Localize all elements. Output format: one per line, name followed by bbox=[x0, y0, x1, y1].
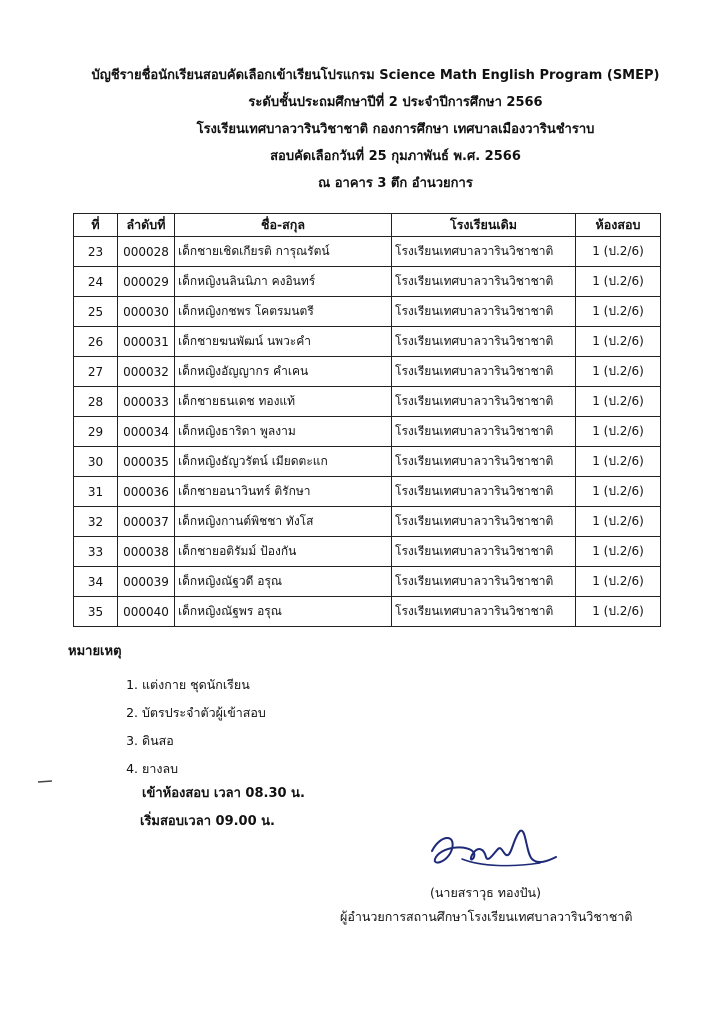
exam-times bbox=[140, 780, 305, 836]
cell-no: 31 bbox=[74, 477, 118, 507]
cell-room: 1 (ป.2/6) bbox=[576, 537, 661, 567]
table-row bbox=[74, 537, 661, 567]
cell-school: โรงเรียนเทศบาลวารินวิชาชาติ bbox=[392, 297, 576, 327]
signature-image bbox=[422, 823, 562, 881]
table-row bbox=[74, 357, 661, 387]
cell-no: 29 bbox=[74, 417, 118, 447]
cell-id: 000038 bbox=[118, 537, 175, 567]
list-item: 4. ยางลบ bbox=[142, 755, 266, 783]
student-roster-table bbox=[73, 213, 661, 627]
cell-no: 28 bbox=[74, 387, 118, 417]
cell-school: โรงเรียนเทศบาลวารินวิชาชาติ bbox=[392, 327, 576, 357]
cell-school: โรงเรียนเทศบาลวารินวิชาชาติ bbox=[392, 567, 576, 597]
cell-name: เด็กหญิงอัญญากร คำเคน bbox=[175, 357, 392, 387]
cell-name: เด็กหญิงธาริดา พูลงาม bbox=[175, 417, 392, 447]
col-header-room: ห้องสอบ bbox=[576, 214, 661, 237]
cell-no: 30 bbox=[74, 447, 118, 477]
cell-school: โรงเรียนเทศบาลวารินวิชาชาติ bbox=[392, 417, 576, 447]
cell-no: 27 bbox=[74, 357, 118, 387]
table-row bbox=[74, 447, 661, 477]
exam-start-time: เริ่มสอบเวลา 09.00 น. bbox=[140, 814, 275, 829]
cell-room: 1 (ป.2/6) bbox=[576, 267, 661, 297]
stray-mark bbox=[38, 768, 52, 771]
table-row bbox=[74, 597, 661, 627]
cell-id: 000040 bbox=[118, 597, 175, 627]
table-row bbox=[74, 327, 661, 357]
cell-id: 000032 bbox=[118, 357, 175, 387]
col-header-school: โรงเรียนเดิม bbox=[392, 214, 576, 237]
header-title: บัญชีรายชื่อนักเรียนสอบคัดเลือกเข้าเรียนโปรแกรม Science Math English Program (SMEP) bbox=[91, 68, 660, 83]
cell-room: 1 (ป.2/6) bbox=[576, 567, 661, 597]
col-header-name: ชื่อ-สกุล bbox=[175, 214, 392, 237]
cell-id: 000037 bbox=[118, 507, 175, 537]
cell-school: โรงเรียนเทศบาลวารินวิชาชาติ bbox=[392, 447, 576, 477]
cell-school: โรงเรียนเทศบาลวารินวิชาชาติ bbox=[392, 237, 576, 267]
cell-no: 25 bbox=[74, 297, 118, 327]
table-row bbox=[74, 507, 661, 537]
cell-id: 000036 bbox=[118, 477, 175, 507]
cell-name: เด็กหญิงณัฐวดี อรุณ bbox=[175, 567, 392, 597]
cell-no: 34 bbox=[74, 567, 118, 597]
cell-id: 000029 bbox=[118, 267, 175, 297]
document-header bbox=[0, 62, 715, 197]
cell-name: เด็กหญิงณัฐพร อรุณ bbox=[175, 597, 392, 627]
cell-name: เด็กชายอติรัมม์ ป้องกัน bbox=[175, 537, 392, 567]
cell-id: 000034 bbox=[118, 417, 175, 447]
cell-school: โรงเรียนเทศบาลวารินวิชาชาติ bbox=[392, 357, 576, 387]
notes-section bbox=[68, 640, 266, 783]
col-header-id: ลำดับที่ bbox=[118, 214, 175, 237]
notes-list bbox=[68, 671, 266, 783]
table-header-row bbox=[74, 214, 661, 237]
cell-no: 32 bbox=[74, 507, 118, 537]
cell-room: 1 (ป.2/6) bbox=[576, 327, 661, 357]
cell-school: โรงเรียนเทศบาลวารินวิชาชาติ bbox=[392, 537, 576, 567]
header-school: โรงเรียนเทศบาลวารินวิชาชาติ กองการศึกษา เทศบาลเมืองวารินชำราบ bbox=[196, 122, 595, 137]
cell-name: เด็กหญิงกชพร โคตรมนตรี bbox=[175, 297, 392, 327]
table-row bbox=[74, 237, 661, 267]
cell-no: 26 bbox=[74, 327, 118, 357]
cell-id: 000033 bbox=[118, 387, 175, 417]
cell-no: 33 bbox=[74, 537, 118, 567]
cell-no: 23 bbox=[74, 237, 118, 267]
cell-school: โรงเรียนเทศบาลวารินวิชาชาติ bbox=[392, 597, 576, 627]
cell-room: 1 (ป.2/6) bbox=[576, 597, 661, 627]
header-grade-year: ระดับชั้นประถมศึกษาปีที่ 2 ประจำปีการศึกษา 2566 bbox=[248, 95, 543, 110]
cell-id: 000030 bbox=[118, 297, 175, 327]
table-row bbox=[74, 477, 661, 507]
cell-room: 1 (ป.2/6) bbox=[576, 447, 661, 477]
signer-position: ผู้อำนวยการสถานศึกษาโรงเรียนเทศบาลวารินวิชาชาติ bbox=[340, 909, 633, 924]
cell-room: 1 (ป.2/6) bbox=[576, 387, 661, 417]
cell-name: เด็กหญิงธัญวรัตน์ เมียดตะแก bbox=[175, 447, 392, 477]
cell-no: 35 bbox=[74, 597, 118, 627]
table-row bbox=[74, 267, 661, 297]
table-row bbox=[74, 297, 661, 327]
cell-id: 000035 bbox=[118, 447, 175, 477]
cell-name: เด็กชายธนเดช ทองแท้ bbox=[175, 387, 392, 417]
list-item: 2. บัตรประจำตัวผู้เข้าสอบ bbox=[142, 699, 266, 727]
cell-name: เด็กชายฆนพัฒน์ นพวะคำ bbox=[175, 327, 392, 357]
cell-id: 000028 bbox=[118, 237, 175, 267]
cell-no: 24 bbox=[74, 267, 118, 297]
cell-school: โรงเรียนเทศบาลวารินวิชาชาติ bbox=[392, 507, 576, 537]
cell-school: โรงเรียนเทศบาลวารินวิชาชาติ bbox=[392, 387, 576, 417]
cell-id: 000039 bbox=[118, 567, 175, 597]
cell-room: 1 (ป.2/6) bbox=[576, 237, 661, 267]
header-venue: ณ อาคาร 3 ตึก อำนวยการ bbox=[318, 176, 473, 191]
cell-name: เด็กหญิงกานต์พิชชา ทังโส bbox=[175, 507, 392, 537]
header-exam-date: สอบคัดเลือกวันที่ 25 กุมภาพันธ์ พ.ศ. 2566 bbox=[270, 149, 521, 164]
signer-name: (นายสราวุธ ทองปัน) bbox=[430, 885, 541, 900]
cell-room: 1 (ป.2/6) bbox=[576, 477, 661, 507]
cell-name: เด็กชายเชิดเกียรติ การุณรัตน์ bbox=[175, 237, 392, 267]
table-row bbox=[74, 567, 661, 597]
cell-name: เด็กชายอนาวินทร์ ติรักษา bbox=[175, 477, 392, 507]
cell-room: 1 (ป.2/6) bbox=[576, 507, 661, 537]
cell-school: โรงเรียนเทศบาลวารินวิชาชาติ bbox=[392, 267, 576, 297]
cell-room: 1 (ป.2/6) bbox=[576, 297, 661, 327]
list-item: 1. แต่งกาย ชุดนักเรียน bbox=[142, 671, 266, 699]
cell-school: โรงเรียนเทศบาลวารินวิชาชาติ bbox=[392, 477, 576, 507]
cell-room: 1 (ป.2/6) bbox=[576, 417, 661, 447]
cell-id: 000031 bbox=[118, 327, 175, 357]
col-header-no: ที่ bbox=[74, 214, 118, 237]
cell-name: เด็กหญิงนลินนิภา คงอินทร์ bbox=[175, 267, 392, 297]
enter-room-time: เข้าห้องสอบ เวลา 08.30 น. bbox=[142, 786, 305, 801]
table-row bbox=[74, 387, 661, 417]
cell-room: 1 (ป.2/6) bbox=[576, 357, 661, 387]
notes-title: หมายเหตุ bbox=[68, 644, 122, 659]
list-item: 3. ดินสอ bbox=[142, 727, 266, 755]
table-row bbox=[74, 417, 661, 447]
